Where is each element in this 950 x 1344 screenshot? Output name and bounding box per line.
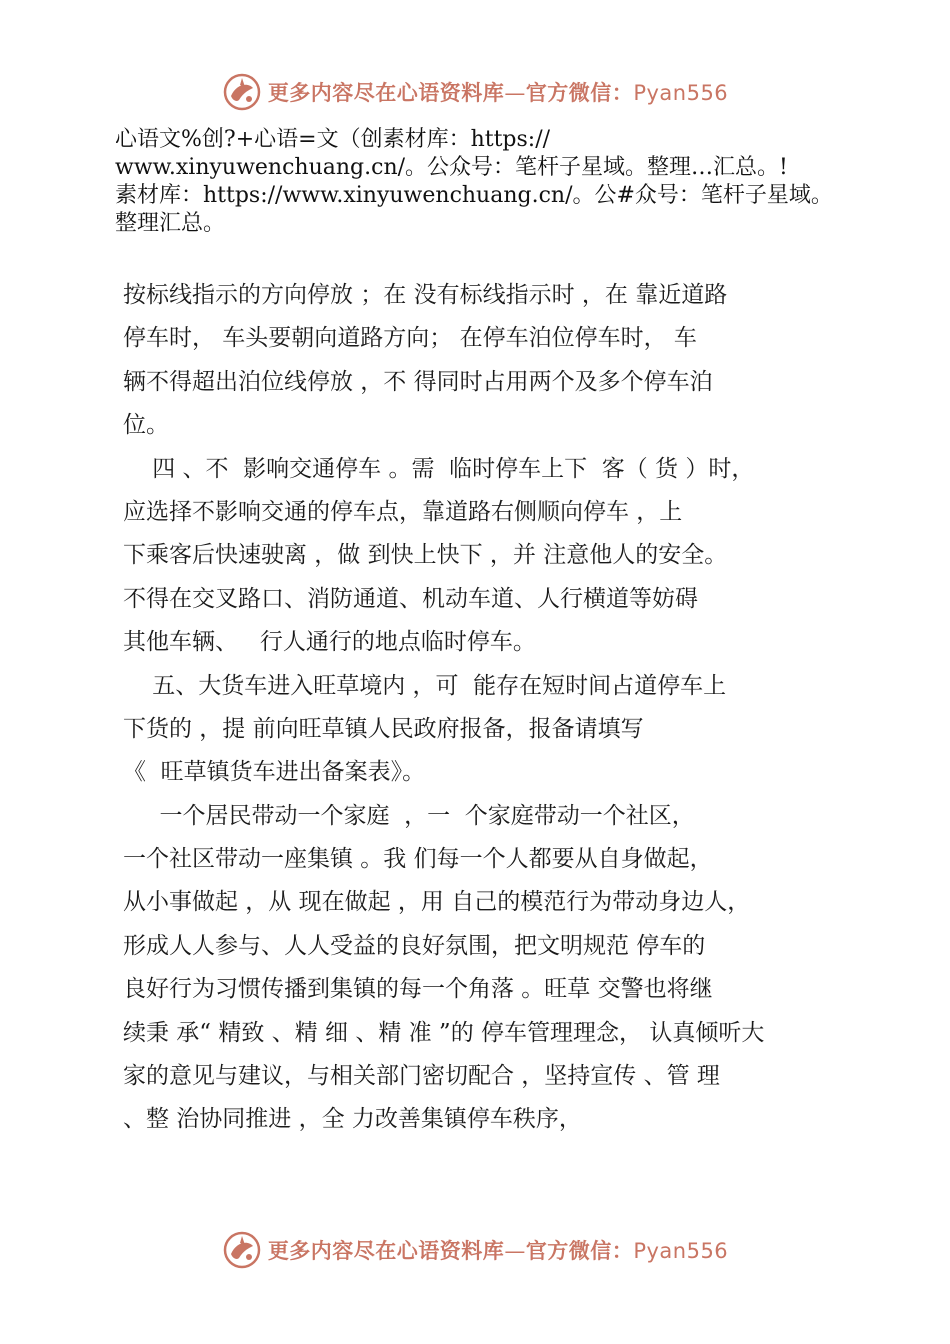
body-line: 辆不得超出泊位线停放 ，不 得同时占用两个及多个停车泊 bbox=[123, 368, 713, 395]
banner-wechat-id: Pyan556 bbox=[633, 1239, 729, 1263]
body-line: 位。 bbox=[123, 412, 169, 439]
banner-label: 官方微信： bbox=[525, 1239, 634, 1263]
banner-wechat-id: Pyan556 bbox=[633, 81, 729, 105]
body-line: 停车时， 车头要朝向道路方向； 在停车泊位停车时， 车 bbox=[123, 325, 697, 352]
banner-separator: — bbox=[504, 1239, 526, 1263]
body-line: 下乘客后快速驶离 ，做 到快上快下 ，并 注意他人的安全。 bbox=[123, 542, 728, 569]
body-line: 续秉 承“ 精致 、精 细 、精 准 ”的 停车管理理念， 认真倾听大 bbox=[123, 1019, 765, 1046]
header-line: 心语文%创?+心语=文（创素材库：https:// bbox=[115, 127, 551, 152]
body-line: 《 旺草镇货车进出备案表》。 bbox=[123, 759, 426, 786]
body-line: 一个社区带动一座集镇 。我 们每一个人都要从自身做起， bbox=[123, 846, 713, 873]
banner-label: 官方微信： bbox=[525, 81, 634, 105]
header-notice bbox=[115, 126, 915, 238]
body-line: 应选择不影响交通的停车点，靠道路右侧顺向停车 ，上 bbox=[123, 498, 683, 525]
banner-title: 更多内容尽在心语资料库 bbox=[267, 81, 505, 105]
body-line: 五、大货车进入旺草境内 ，可 能存在短时间占道停车上 bbox=[123, 672, 727, 699]
body-line: 、整 治协同推进 ，全 力改善集镇停车秩序， bbox=[123, 1106, 582, 1133]
header-line: www.xinyuwenchuang.cn/。公众号：笔杆子星域。整理…汇总。! bbox=[115, 155, 788, 180]
body-line: 从小事做起 ，从 现在做起 ，用 自己的模范行为带动身边人， bbox=[123, 889, 751, 916]
body-line: 下货的 ，提 前向旺草镇人民政府报备，报备请填写 bbox=[123, 715, 644, 742]
body-line: 按标线指示的方向停放 ；在 没有标线指示时 ，在 靠近道路 bbox=[123, 282, 728, 308]
banner-text bbox=[268, 1235, 728, 1265]
body-line: 四 、不 影响交通停车 。需 临时停车上下 客（ 货 ）时， bbox=[123, 455, 755, 482]
header-line: 整理汇总。 bbox=[115, 211, 226, 236]
banner-title: 更多内容尽在心语资料库 bbox=[267, 1239, 505, 1263]
brand-logo-icon bbox=[222, 72, 262, 112]
body-line: 形成人人参与、人人受益的良好氛围，把文明规范 停车的 bbox=[123, 932, 706, 959]
body-line: 不得在交叉路口、消防通道、机动车道、人行横道等妨碍 bbox=[123, 585, 698, 612]
document-body bbox=[123, 274, 868, 1142]
banner-text bbox=[268, 77, 728, 107]
body-line: 家的意见与建议，与相关部门密切配合 ，坚持宣传 、管 理 bbox=[123, 1063, 720, 1090]
bottom-banner bbox=[0, 1228, 950, 1272]
body-line: 良好行为习惯传播到集镇的每一个角落 。旺草 交警也将继 bbox=[123, 976, 713, 1003]
top-banner bbox=[0, 70, 950, 114]
brand-logo-icon bbox=[222, 1230, 262, 1270]
body-line: 一个居民带动一个家庭 ，一 个家庭带动一个社区， bbox=[123, 802, 695, 829]
header-line: 素材库：https://www.xinyuwenchuang.cn/。公#众号：笔杆子星域。 bbox=[115, 183, 833, 208]
body-line: 其他车辆、 行人通行的地点临时停车。 bbox=[123, 629, 536, 656]
banner-separator: — bbox=[504, 81, 526, 105]
